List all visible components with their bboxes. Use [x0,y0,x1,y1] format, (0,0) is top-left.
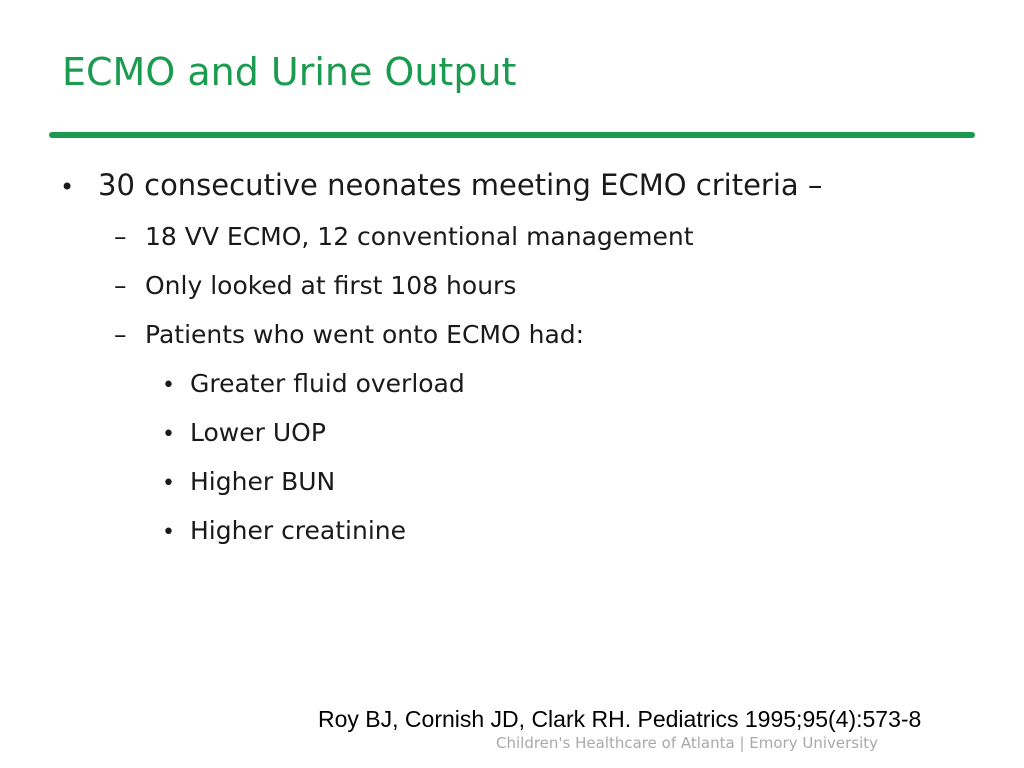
bullet-marker: • [162,520,175,545]
bullet-text: Patients who went onto ECMO had: [145,320,585,349]
bullet-marker: • [60,173,75,201]
dash-marker: – [114,320,127,349]
bullet-item-level1 [60,168,822,202]
bullet-text: Higher creatinine [190,516,407,545]
slide-title: ECMO and Urine Output [62,50,517,94]
dash-marker: – [114,271,127,300]
bullet-text: Greater fluid overload [190,369,465,398]
bullet-text: Only looked at first 108 hours [145,271,517,300]
bullet-text: Lower UOP [190,418,326,447]
title-divider [49,132,975,138]
bullet-item-level3 [162,418,326,447]
bullet-item-level3 [162,516,406,545]
citation: Roy BJ, Cornish JD, Clark RH. Pediatrics 1995;95(4):573-8 [318,706,922,732]
dash-marker: – [114,222,127,251]
bullet-text: Higher BUN [190,467,336,496]
footer-institution: Children's Healthcare of Atlanta | Emory University [496,734,879,752]
bullet-text: 30 consecutive neonates meeting ECMO criteria – [98,168,823,202]
bullet-item-level2 [114,222,694,251]
bullet-marker: • [162,373,175,398]
bullet-item-level3 [162,369,465,398]
bullet-item-level3 [162,467,335,496]
bullet-marker: • [162,422,175,447]
bullet-item-level2 [114,271,516,300]
bullet-marker: • [162,471,175,496]
bullet-text: 18 VV ECMO, 12 conventional management [145,222,694,251]
bullet-item-level2 [114,320,584,349]
